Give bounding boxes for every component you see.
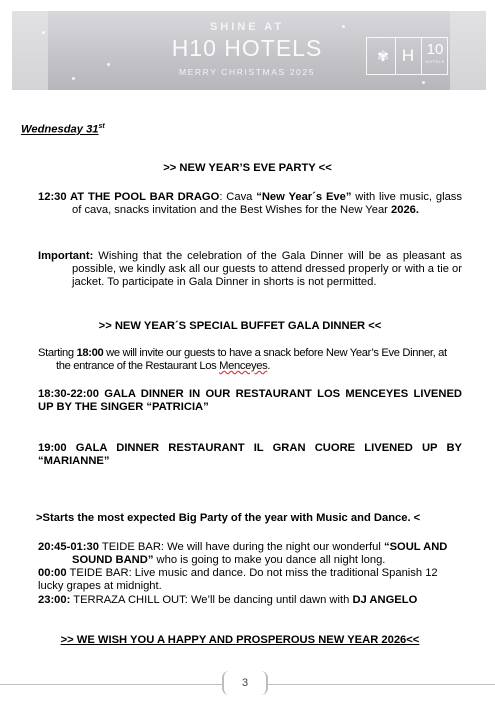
- banner-subtitle: MERRY CHRISTMAS 2025: [178, 67, 316, 77]
- starting-paragraph: Starting 18:00 we will invite our guests to have a snack before New Year’s Eve Dinner, at the entrance of the Restaurant Los Menceyes.: [38, 347, 447, 372]
- event-terraza: 23:00: TERRAZA CHILL OUT: We’ll be dancing until dawn with DJ ANGELO: [38, 594, 418, 606]
- flower-icon: ✾: [377, 47, 389, 64]
- day-heading: Wednesday 31st: [21, 123, 105, 136]
- section-title-party: >> NEW YEAR’S EVE PARTY <<: [163, 162, 332, 174]
- important-paragraph: Important: Wishing that the celebration of the Gala Dinner will be as pleasant as possible, we kindly ask all our guests to attend dressed properly or with a tie or jacket. To participate in Gala Dinner in shorts is not permitted.: [38, 250, 462, 288]
- closing-wish: >> WE WISH YOU A HAPPY AND PROSPEROUS NEW YEAR 2026<<: [60, 634, 420, 646]
- hotel-logo-text: H10 HOTELS: [171, 35, 323, 61]
- banner-edge-left: [12, 11, 48, 90]
- section-title-gala: >> NEW YEAR´S SPECIAL BUFFET GALA DINNER <<: [98, 320, 382, 332]
- badge-h: H: [401, 46, 415, 65]
- event-teide-soul: 20:45-01:30 TEIDE BAR: We will have during the night our wonderful “SOUL AND SOUND BAND” who is going to make you dance all night long.: [38, 541, 448, 566]
- h10-badge: [366, 37, 448, 75]
- sparkle-icon: [422, 81, 425, 84]
- banner-edge-right: [450, 11, 486, 90]
- gala-dinner-menceyes: 18:30-22:00 GALA DINNER IN OUR RESTAURANT LOS MENCEYES LIVENED UP BY THE SINGER “PATRICIA”: [38, 388, 462, 413]
- event-teide-grapes: 00:00 TEIDE BAR: Live music and dance. Do not miss the traditional Spanish 12 lucky grapes at midnight.: [38, 567, 438, 592]
- big-party-heading: >Starts the most expected Big Party of the year with Music and Dance. <: [36, 512, 421, 524]
- badge-10: 10 HOTELS: [425, 41, 445, 64]
- sparkle-icon: [342, 25, 345, 28]
- sparkle-icon: [72, 77, 75, 80]
- banner-shine-text: SHINE AT: [209, 21, 285, 33]
- sparkle-icon: [107, 63, 110, 66]
- page-number: 3: [222, 671, 268, 695]
- sparkle-icon: [42, 31, 45, 34]
- gala-dinner-gran-cuore: 19:00 GALA DINNER RESTAURANT IL GRAN CUORE LIVENED UP BY “MARIANNE”: [38, 442, 462, 467]
- header-banner: [12, 11, 486, 90]
- pool-bar-paragraph: 12:30 AT THE POOL BAR DRAGO: Cava “New Year´s Eve” with live music, glass of cava, snacks invitation and the Best Wishes for the New Year 2026.: [38, 191, 462, 216]
